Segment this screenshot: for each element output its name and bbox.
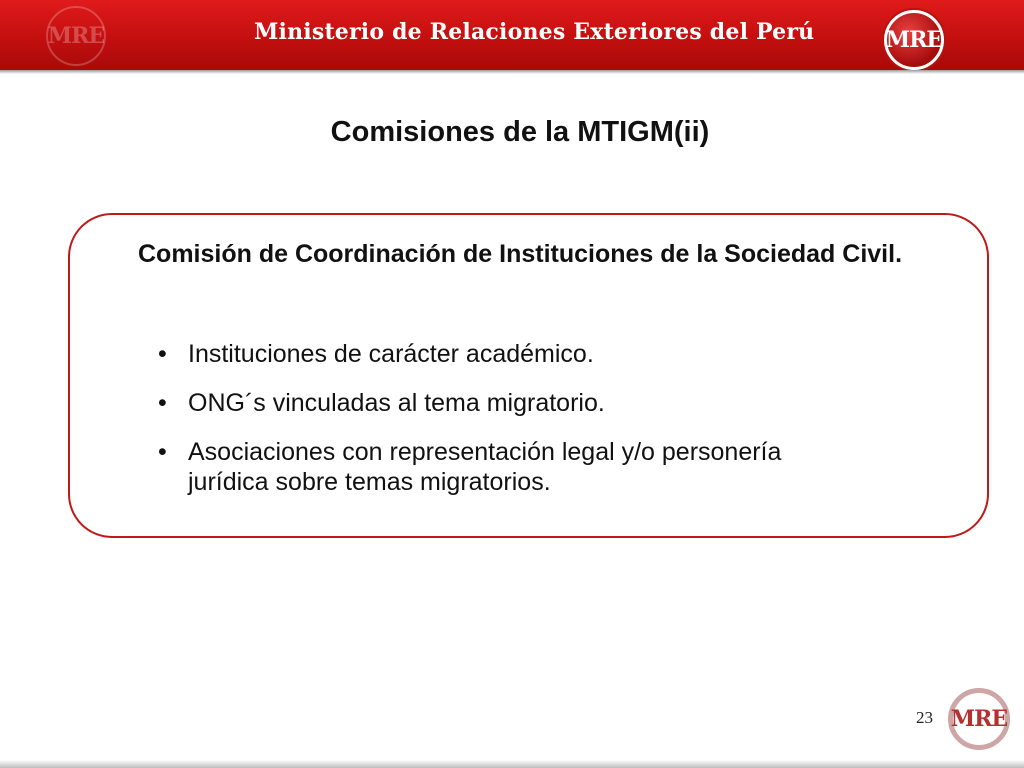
mre-watermark-seal-icon [46,6,106,66]
mre-watermark-text: MRE [47,23,105,49]
mre-footer-seal-icon [948,688,1010,750]
page-number: 23 [916,708,933,727]
header-banner [0,0,1024,70]
bullet-list [154,339,854,516]
bullet-item: • Instituciones de carácter académico. [154,339,854,369]
ministry-title: Ministerio de Relaciones Exteriores del Perú [254,19,815,45]
mre-footer-seal-text: MRE [950,706,1008,732]
footer-divider [0,760,1024,768]
content-box [68,213,989,538]
slide-title: Comisiones de la MTIGM(ii) [330,116,710,148]
mre-logo-text: MRE [885,27,943,53]
box-heading: Comisión de Coordinación de Instituciones de la Sociedad Civil. [138,240,903,268]
header-shadow [0,70,1024,74]
bullet-item: • ONG´s vinculadas al tema migratorio. [154,388,854,418]
mre-logo-icon [884,10,944,70]
bullet-item: • Asociaciones con representación legal y/o personería jurídica sobre temas migratorios. [154,437,854,497]
